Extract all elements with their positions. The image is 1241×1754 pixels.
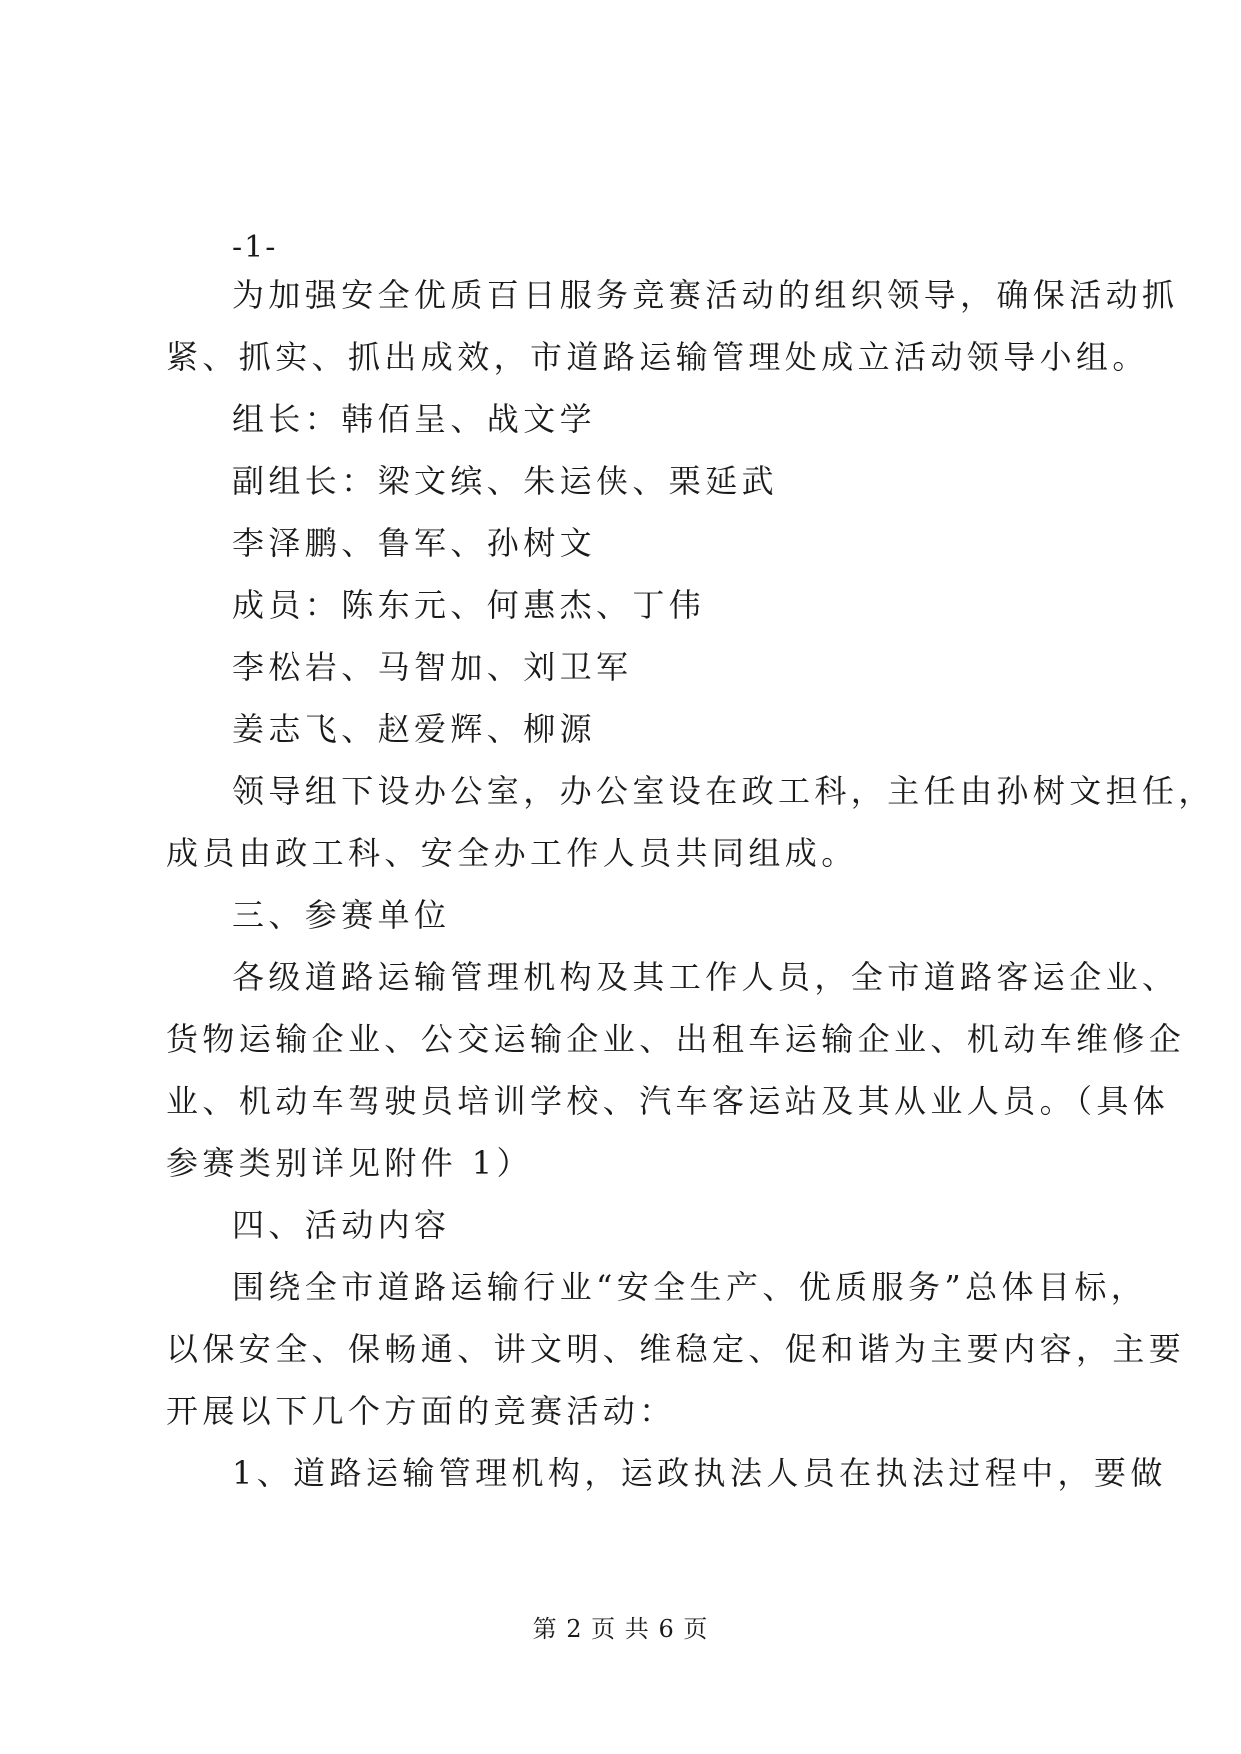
paragraph-line: 李松岩、马智加、刘卫军 — [232, 648, 633, 686]
document-body — [166, 264, 1215, 1504]
section-heading: 三、参赛单位 — [232, 896, 451, 934]
paragraph-line: 为加强安全优质百日服务竞赛活动的组织领导，确保活动抓 — [232, 276, 1179, 314]
paragraph-line: 以保安全、保畅通、讲文明、维稳定、促和谐为主要内容，主要 — [166, 1330, 1186, 1368]
paragraph-line: 开展以下几个方面的竞赛活动： — [166, 1392, 676, 1430]
paragraph-line: 1、道路运输管理机构，运政执法人员在执法过程中，要做 — [232, 1454, 1167, 1492]
section-heading: 四、活动内容 — [232, 1206, 451, 1244]
paragraph-line: 组长：韩佰呈、战文学 — [232, 400, 597, 438]
page-footer: 第 2 页 共 6 页 — [532, 1615, 709, 1643]
paragraph-line: 参赛类别详见附件 1） — [166, 1144, 533, 1182]
paragraph-line: 李泽鹏、鲁军、孙树文 — [232, 524, 597, 562]
paragraph-line: 围绕全市道路运输行业“安全生产、优质服务”总体目标， — [232, 1268, 1148, 1306]
paragraph-line: 成员由政工科、安全办工作人员共同组成。 — [166, 834, 858, 872]
paragraph-line: 成员：陈东元、何惠杰、丁伟 — [232, 586, 706, 624]
paragraph-line: 副组长：梁文缤、朱运侠、栗延武 — [232, 462, 779, 500]
paragraph-line: 业、机动车驾驶员培训学校、汽车客运站及其从业人员。（具体 — [166, 1082, 1170, 1120]
paragraph-line: 各级道路运输管理机构及其工作人员，全市道路客运企业、 — [232, 958, 1179, 996]
paragraph-line: 姜志飞、赵爱辉、柳源 — [232, 710, 597, 748]
section-page-marker: -1- — [232, 230, 278, 265]
paragraph-line: 货物运输企业、公交运输企业、出租车运输企业、机动车维修企 — [166, 1020, 1186, 1058]
paragraph-line: 领导组下设办公室，办公室设在政工科，主任由孙树文担任， — [232, 772, 1215, 810]
paragraph-line: 紧、抓实、抓出成效，市道路运输管理处成立活动领导小组。 — [166, 338, 1149, 376]
